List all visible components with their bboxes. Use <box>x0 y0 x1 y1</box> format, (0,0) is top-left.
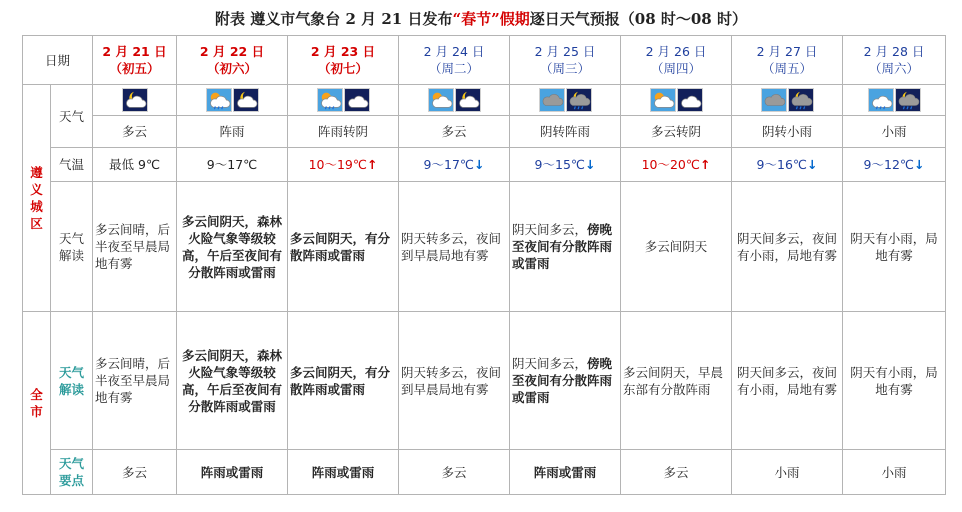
night-cloudy-icon <box>455 88 481 112</box>
temp-value: 9～17℃ <box>423 157 474 172</box>
date-sub: （周五） <box>761 61 812 76</box>
temp-cell <box>399 148 510 182</box>
all-interpret-cell: 多云间阴天，有分散阵雨或雷雨 <box>288 312 399 450</box>
temp-cell <box>621 148 732 182</box>
weather-text: 阵雨转阴 <box>288 116 399 148</box>
weather-text: 多云 <box>93 116 177 148</box>
night-rain-icon <box>566 88 592 112</box>
weather-label: 天气 <box>51 85 93 148</box>
trend-down-icon: ↓ <box>913 157 925 172</box>
night-overcast-icon <box>677 88 703 112</box>
date-text: 2 月 25 日 <box>534 44 596 59</box>
night-rain-icon <box>788 88 814 112</box>
weather-icon-cell <box>93 85 177 116</box>
region-all-label: 全 市 <box>23 312 51 495</box>
date-cell <box>621 36 732 85</box>
date-text: 2 月 22 日 <box>199 44 265 59</box>
rain-icon <box>868 88 894 112</box>
page-title <box>0 8 962 30</box>
all-interpret-row <box>23 312 946 450</box>
sun-cloud-icon <box>428 88 454 112</box>
temp-value: 9～15℃ <box>534 157 585 172</box>
interpret-cell: 多云间阴天，森林火险气象等级较高，午后至夜间有分散阵雨或雷雨 <box>177 182 288 312</box>
date-sub: （周四） <box>650 61 701 76</box>
date-cell <box>843 36 946 85</box>
trend-down-icon: ↓ <box>473 157 485 172</box>
temp-value: 9～17℃ <box>206 157 258 172</box>
weather-text: 阴转小雨 <box>732 116 843 148</box>
interpret-row <box>23 182 946 312</box>
trend-down-icon: ↓ <box>584 157 596 172</box>
points-cell: 多云 <box>621 450 732 495</box>
weather-icon-cell <box>843 85 946 116</box>
points-cell: 小雨 <box>732 450 843 495</box>
interpret-cell: 多云间阴天 <box>621 182 732 312</box>
date-row <box>23 36 946 85</box>
trend-up-icon: ↑ <box>699 157 711 172</box>
weather-text: 多云转阴 <box>621 116 732 148</box>
sun-rain-icon <box>206 88 232 112</box>
date-sub: （周三） <box>539 61 590 76</box>
points-cell: 阵雨或雷雨 <box>288 450 399 495</box>
date-text: 2 月 27 日 <box>756 44 818 59</box>
weather-text: 阴转阵雨 <box>510 116 621 148</box>
interpret-cell: 阴天间多云，傍晚至夜间有分散阵雨或雷雨 <box>510 182 621 312</box>
date-cell <box>510 36 621 85</box>
points-label: 天气 要点 <box>51 450 93 495</box>
temp-cell <box>510 148 621 182</box>
sun-cloud-icon <box>650 88 676 112</box>
temp-value: 10～19℃ <box>308 157 367 172</box>
date-sub: （初七） <box>317 61 368 76</box>
temp-row <box>23 148 946 182</box>
interpret-cell: 阴天有小雨，局地有雾 <box>843 182 946 312</box>
weather-text: 多云 <box>399 116 510 148</box>
sun-rain-icon <box>317 88 343 112</box>
temp-cell <box>732 148 843 182</box>
weather-row <box>23 116 946 148</box>
forecast-table <box>22 35 946 495</box>
weather-text: 阵雨 <box>177 116 288 148</box>
interpret-cell: 阴天间多云，夜间有小雨，局地有雾 <box>732 182 843 312</box>
weather-icon-cell <box>177 85 288 116</box>
points-cell: 阵雨或雷雨 <box>177 450 288 495</box>
title-highlight: 假期 <box>499 10 530 28</box>
date-cell <box>399 36 510 85</box>
all-interpret-cell: 阴天转多云，夜间到早晨局地有雾 <box>399 312 510 450</box>
overcast-icon <box>539 88 565 112</box>
temp-value: 9～16℃ <box>756 157 807 172</box>
all-interpret-cell: 多云间阴天，早晨东部有分散阵雨 <box>621 312 732 450</box>
icon-row <box>23 85 946 116</box>
date-cell <box>93 36 177 85</box>
all-interpret-cell: 阴天有小雨，局地有雾 <box>843 312 946 450</box>
weather-icon-cell <box>510 85 621 116</box>
weather-icon-cell <box>288 85 399 116</box>
temp-cell <box>288 148 399 182</box>
title-pre: 附表 遵义市气象台 2 月 21 日发布 <box>215 10 453 28</box>
trend-down-icon: ↓ <box>806 157 818 172</box>
temp-cell <box>93 148 177 182</box>
interpret-cell: 阴天转多云，夜间到早晨局地有雾 <box>399 182 510 312</box>
points-cell: 阵雨或雷雨 <box>510 450 621 495</box>
temp-cell <box>177 148 288 182</box>
points-cell: 多云 <box>93 450 177 495</box>
date-sub: （初六） <box>206 61 257 76</box>
all-interpret-cell: 多云间晴，后半夜至早晨局地有雾 <box>93 312 177 450</box>
date-sub: （周六） <box>868 61 919 76</box>
date-text: 2 月 24 日 <box>423 44 485 59</box>
date-text: 2 月 28 日 <box>863 44 925 59</box>
temp-value: 最低 9℃ <box>109 157 160 172</box>
title-quote: “春节” <box>452 10 500 28</box>
all-interpret-cell: 阴天间多云，夜间有小雨，局地有雾 <box>732 312 843 450</box>
temp-value: 10～20℃ <box>641 157 700 172</box>
weather-icon-cell <box>399 85 510 116</box>
points-cell: 多云 <box>399 450 510 495</box>
title-post: 逐日天气预报（08 时～08 时） <box>529 10 747 28</box>
date-sub: （周二） <box>428 61 479 76</box>
temp-cell <box>843 148 946 182</box>
points-row <box>23 450 946 495</box>
weather-icon-cell <box>621 85 732 116</box>
night-cloudy-icon <box>122 88 148 112</box>
trend-up-icon: ↑ <box>366 157 378 172</box>
night-rain-icon <box>895 88 921 112</box>
date-text: 2 月 23 日 <box>310 44 376 59</box>
all-interpret-cell: 多云间阴天，森林火险气象等级较高，午后至夜间有分散阵雨或雷雨 <box>177 312 288 450</box>
temp-label: 气温 <box>51 148 93 182</box>
region-city-label: 遵 义 城 区 <box>23 85 51 312</box>
points-cell: 小雨 <box>843 450 946 495</box>
interpret-cell: 多云间阴天，有分散阵雨或雷雨 <box>288 182 399 312</box>
interpret-cell: 多云间晴，后半夜至早晨局地有雾 <box>93 182 177 312</box>
date-cell <box>177 36 288 85</box>
night-cloudy-icon <box>233 88 259 112</box>
date-text: 2 月 26 日 <box>645 44 707 59</box>
all-interpret-cell: 阴天间多云，傍晚至夜间有分散阵雨或雷雨 <box>510 312 621 450</box>
weather-text: 小雨 <box>843 116 946 148</box>
overcast-icon <box>761 88 787 112</box>
temp-value: 9～12℃ <box>863 157 914 172</box>
date-label: 日期 <box>23 36 93 85</box>
date-text: 2 月 21 日 <box>102 44 167 59</box>
interpret-label: 天气 解读 <box>51 182 93 312</box>
date-cell <box>732 36 843 85</box>
night-overcast-icon <box>344 88 370 112</box>
weather-icon-cell <box>732 85 843 116</box>
date-cell <box>288 36 399 85</box>
date-sub: （初五） <box>109 61 160 76</box>
all-interpret-label: 天气 解读 <box>51 312 93 450</box>
